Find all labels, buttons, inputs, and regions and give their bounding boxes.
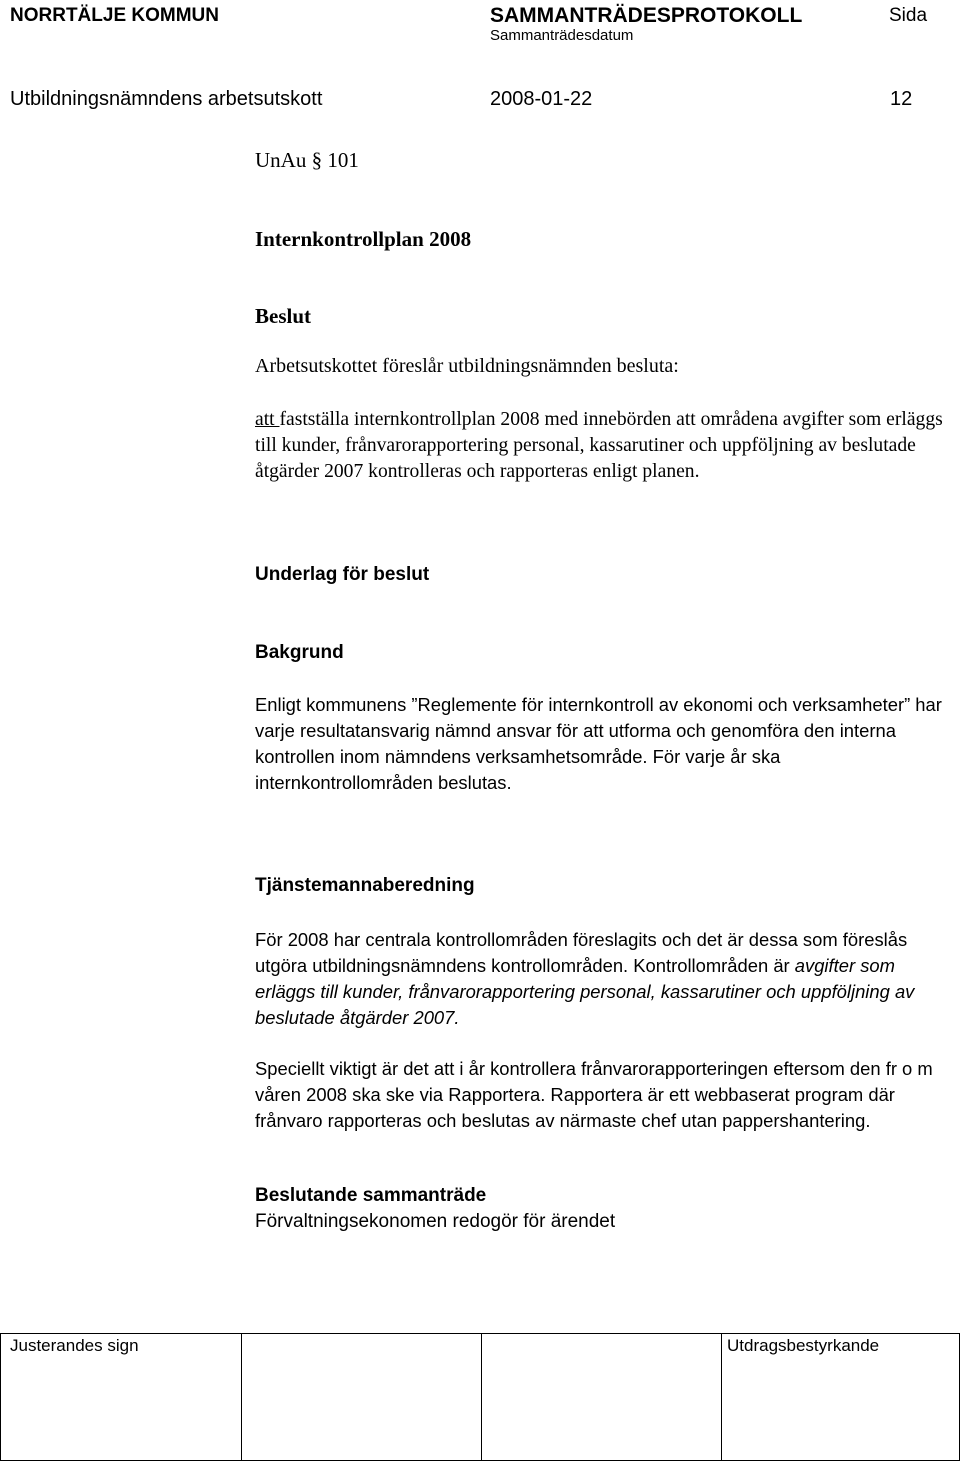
- table-divider: [721, 1333, 722, 1461]
- decision-heading: Beslut: [255, 304, 312, 328]
- justerandes-sign-label: Justerandes sign: [10, 1336, 139, 1355]
- case-title: Internkontrollplan 2008: [255, 227, 472, 251]
- table-top-border: [0, 1333, 960, 1334]
- table-divider: [241, 1333, 242, 1461]
- decision-text: [255, 407, 955, 485]
- bakgrund-heading: Bakgrund: [255, 642, 344, 663]
- tjanste-heading: Tjänstemannaberedning: [255, 875, 475, 896]
- att-label: att: [255, 409, 280, 430]
- decision-body: fastställa internkontrollplan 2008 med innebörden att områdena avgifter som erläggs till kunder, frånvarorapportering personal, kassarutiner och uppföljning av beslutade åtgärder 2007 kontrolleras och rapporteras enligt planen.: [255, 409, 943, 482]
- underlag-heading: Underlag för beslut: [255, 564, 430, 585]
- case-number: UnAu § 101: [255, 148, 359, 172]
- page-number: 12: [890, 88, 913, 110]
- meeting-date: 2008-01-22: [490, 88, 593, 110]
- beslutande-heading: Beslutande sammanträde: [255, 1185, 487, 1206]
- beslutande-text: Förvaltningsekonomen redogör för ärendet: [255, 1211, 616, 1232]
- municipality-name: NORRTÄLJE KOMMUN: [10, 5, 219, 26]
- page-label: Sida: [889, 5, 928, 26]
- tjanste-text-plain: För 2008 har centrala kontrollområden föreslagits och det är dessa som föreslås utgöra utbildningsnämndens kontrollområden. Kontrollområden är: [255, 929, 908, 976]
- decision-intro: Arbetsutskottet föreslår utbildningsnämnden besluta:: [255, 355, 679, 377]
- tjanste-text: [255, 927, 955, 1031]
- tjanste-text-italic: avgifter som erläggs till kunder, frånvarorapportering personal, kassarutiner och uppföljning av beslutade åtgärder 2007.: [255, 955, 915, 1028]
- table-divider: [481, 1333, 482, 1461]
- committee-name: Utbildningsnämndens arbetsutskott: [10, 88, 323, 110]
- speciellt-text: Speciellt viktigt är det att i år kontrollera frånvarorapporteringen eftersom den fr o m våren 2008 ska ske via Rapportera. Rapportera är ett webbaserat program där frånvaro rapporteras och beslutas av närmaste chef utan pappershantering.: [255, 1058, 933, 1131]
- table-bottom-border: [0, 1460, 960, 1461]
- utdragsbestyrkande-label: Utdragsbestyrkande: [727, 1336, 880, 1355]
- table-border-left: [0, 1333, 1, 1461]
- meeting-date-label: Sammanträdesdatum: [490, 27, 634, 44]
- document-title: SAMMANTRÄDESPROTOKOLL: [490, 4, 803, 27]
- bakgrund-text: Enligt kommunens ”Reglemente för internkontroll av ekonomi och verksamheter” har varje resultatansvarig nämnd ansvar för att utforma och genomföra den interna kontrollen inom nämndens verksamhetsområde. För varje år ska internkontrollområden beslutas.: [255, 694, 942, 793]
